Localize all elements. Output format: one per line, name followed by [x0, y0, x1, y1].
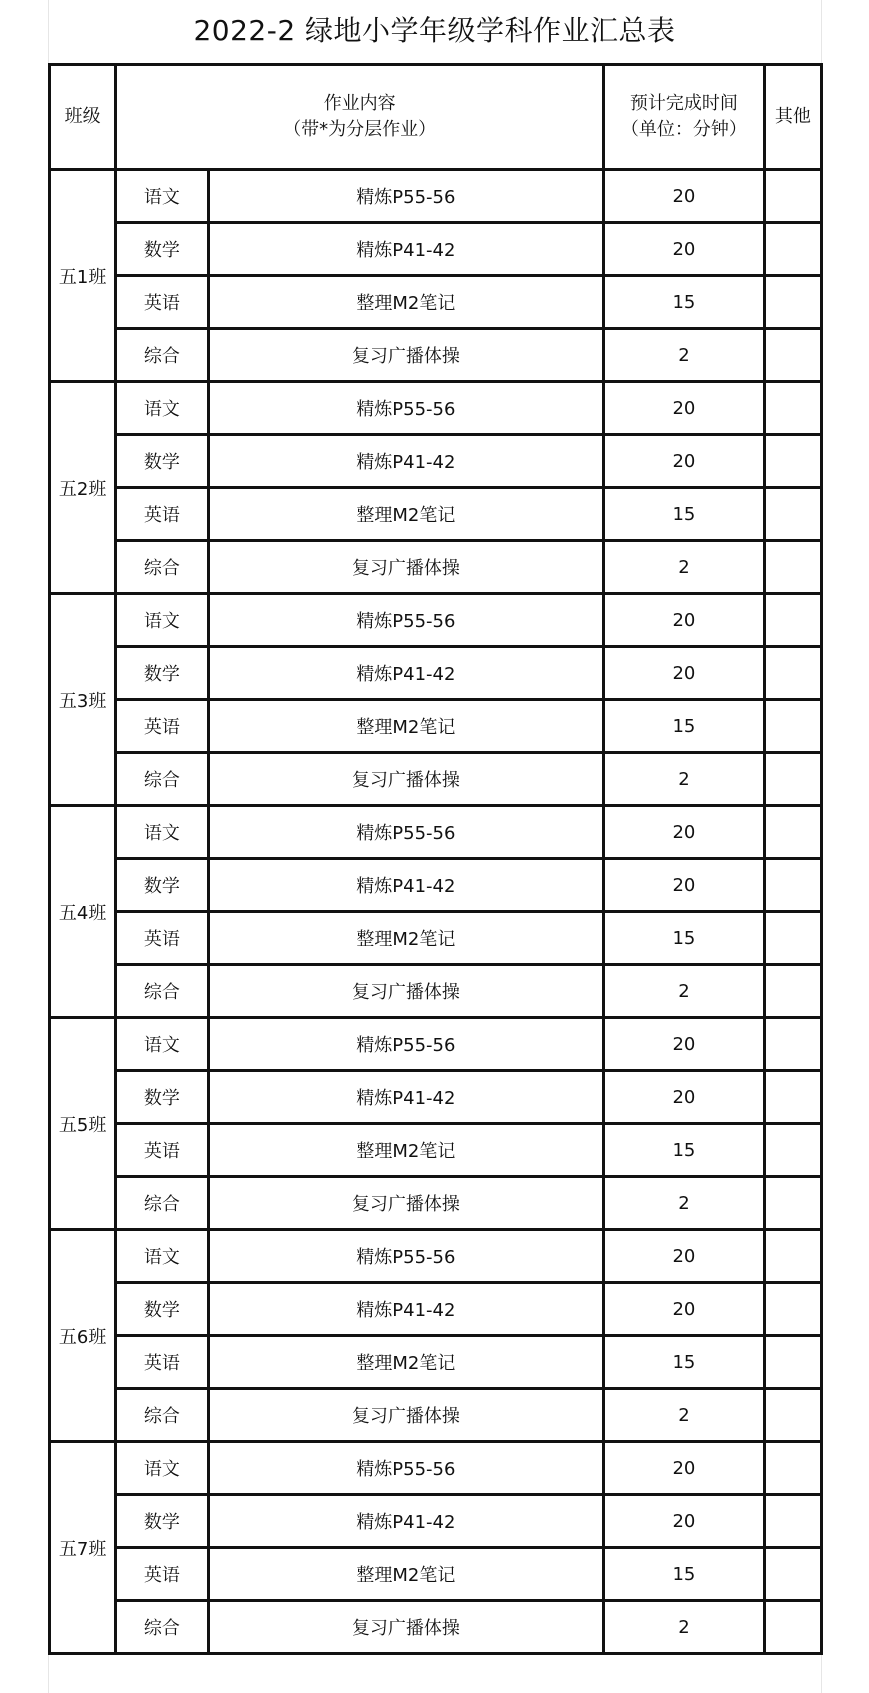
time-cell: 20	[604, 1018, 765, 1071]
task-cell: 复习广播体操	[208, 1177, 604, 1230]
table-row	[50, 753, 822, 806]
header-content-line1: 作业内容	[323, 93, 396, 114]
subject-cell: 综合	[116, 1601, 208, 1654]
task-cell: 整理M2笔记	[208, 700, 604, 753]
subject-cell: 语文	[116, 1230, 208, 1283]
task-cell: 精炼P55-56	[208, 382, 604, 435]
task-cell: 精炼P41-42	[208, 647, 604, 700]
subject-cell: 英语	[116, 1124, 208, 1177]
subject-cell: 数学	[116, 859, 208, 912]
table-row	[50, 859, 822, 912]
task-cell: 精炼P41-42	[208, 435, 604, 488]
task-cell: 精炼P41-42	[208, 1283, 604, 1336]
task-cell: 精炼P55-56	[208, 1018, 604, 1071]
table-row	[50, 223, 822, 276]
class-name-cell: 五3班	[50, 594, 116, 806]
time-cell: 2	[604, 1177, 765, 1230]
table-row	[50, 1495, 822, 1548]
other-cell	[764, 170, 821, 223]
task-cell: 复习广播体操	[208, 965, 604, 1018]
table-row	[50, 912, 822, 965]
class-name-cell: 五1班	[50, 170, 116, 382]
table-row	[50, 1071, 822, 1124]
time-cell: 20	[604, 170, 765, 223]
subject-cell: 数学	[116, 223, 208, 276]
table-row	[50, 700, 822, 753]
task-cell: 精炼P55-56	[208, 1442, 604, 1495]
other-cell	[764, 382, 821, 435]
header-content-line2: （带*为分层作业）	[283, 119, 437, 140]
table-row	[50, 1601, 822, 1654]
other-cell	[764, 1177, 821, 1230]
other-cell	[764, 541, 821, 594]
table-row	[50, 1230, 822, 1283]
class-name-cell: 五2班	[50, 382, 116, 594]
other-cell	[764, 965, 821, 1018]
time-cell: 20	[604, 1495, 765, 1548]
task-cell: 复习广播体操	[208, 1601, 604, 1654]
time-cell: 2	[604, 965, 765, 1018]
subject-cell: 综合	[116, 1389, 208, 1442]
time-cell: 15	[604, 276, 765, 329]
subject-cell: 语文	[116, 806, 208, 859]
table-row	[50, 170, 822, 223]
table-row	[50, 1548, 822, 1601]
table-row	[50, 382, 822, 435]
task-cell: 复习广播体操	[208, 541, 604, 594]
task-cell: 精炼P55-56	[208, 1230, 604, 1283]
table-row	[50, 965, 822, 1018]
other-cell	[764, 700, 821, 753]
subject-cell: 综合	[116, 329, 208, 382]
time-cell: 15	[604, 1124, 765, 1177]
task-cell: 精炼P41-42	[208, 1071, 604, 1124]
time-cell: 15	[604, 912, 765, 965]
other-cell	[764, 1018, 821, 1071]
subject-cell: 综合	[116, 541, 208, 594]
time-cell: 20	[604, 594, 765, 647]
subject-cell: 英语	[116, 1336, 208, 1389]
other-cell	[764, 912, 821, 965]
time-cell: 20	[604, 1283, 765, 1336]
subject-cell: 数学	[116, 1283, 208, 1336]
table-row	[50, 329, 822, 382]
task-cell: 复习广播体操	[208, 753, 604, 806]
other-cell	[764, 223, 821, 276]
other-cell	[764, 647, 821, 700]
class-name-cell: 五7班	[50, 1442, 116, 1654]
table-row	[50, 488, 822, 541]
subject-cell: 综合	[116, 753, 208, 806]
subject-cell: 综合	[116, 1177, 208, 1230]
other-cell	[764, 859, 821, 912]
subject-cell: 数学	[116, 647, 208, 700]
other-cell	[764, 806, 821, 859]
subject-cell: 英语	[116, 276, 208, 329]
task-cell: 精炼P55-56	[208, 170, 604, 223]
table-row	[50, 1336, 822, 1389]
other-cell	[764, 753, 821, 806]
table-body	[50, 170, 822, 1654]
table-row	[50, 1442, 822, 1495]
class-name-cell: 五6班	[50, 1230, 116, 1442]
task-cell: 精炼P41-42	[208, 223, 604, 276]
task-cell: 精炼P55-56	[208, 806, 604, 859]
task-cell: 复习广播体操	[208, 329, 604, 382]
time-cell: 20	[604, 1442, 765, 1495]
task-cell: 整理M2笔记	[208, 1336, 604, 1389]
table-row	[50, 1018, 822, 1071]
subject-cell: 英语	[116, 488, 208, 541]
header-time-line2: （单位：分钟）	[620, 119, 747, 140]
task-cell: 复习广播体操	[208, 1389, 604, 1442]
task-cell: 精炼P41-42	[208, 1495, 604, 1548]
other-cell	[764, 1124, 821, 1177]
header-class: 班级	[50, 65, 116, 170]
task-cell: 整理M2笔记	[208, 1548, 604, 1601]
time-cell: 15	[604, 1336, 765, 1389]
other-cell	[764, 1495, 821, 1548]
table-row	[50, 1283, 822, 1336]
other-cell	[764, 276, 821, 329]
subject-cell: 英语	[116, 700, 208, 753]
subject-cell: 英语	[116, 1548, 208, 1601]
time-cell: 20	[604, 1230, 765, 1283]
subject-cell: 数学	[116, 435, 208, 488]
subject-cell: 英语	[116, 912, 208, 965]
subject-cell: 语文	[116, 594, 208, 647]
homework-table	[48, 63, 823, 1655]
table-row	[50, 1124, 822, 1177]
other-cell	[764, 1230, 821, 1283]
subject-cell: 语文	[116, 1442, 208, 1495]
subject-cell: 语文	[116, 170, 208, 223]
table-row	[50, 806, 822, 859]
time-cell: 20	[604, 382, 765, 435]
subject-cell: 语文	[116, 382, 208, 435]
table-row	[50, 541, 822, 594]
other-cell	[764, 1389, 821, 1442]
other-cell	[764, 1548, 821, 1601]
task-cell: 整理M2笔记	[208, 912, 604, 965]
table-row	[50, 276, 822, 329]
table-row	[50, 647, 822, 700]
time-cell: 20	[604, 859, 765, 912]
time-cell: 20	[604, 1071, 765, 1124]
subject-cell: 数学	[116, 1071, 208, 1124]
table-row	[50, 1389, 822, 1442]
other-cell	[764, 488, 821, 541]
time-cell: 20	[604, 647, 765, 700]
time-cell: 15	[604, 700, 765, 753]
page-title: 2022-2 绿地小学年级学科作业汇总表	[193, 14, 676, 47]
time-cell: 20	[604, 435, 765, 488]
time-cell: 20	[604, 223, 765, 276]
time-cell: 20	[604, 806, 765, 859]
class-name-cell: 五5班	[50, 1018, 116, 1230]
other-cell	[764, 329, 821, 382]
other-cell	[764, 435, 821, 488]
other-cell	[764, 1071, 821, 1124]
subject-cell: 数学	[116, 1495, 208, 1548]
time-cell: 2	[604, 1389, 765, 1442]
time-cell: 2	[604, 1601, 765, 1654]
task-cell: 精炼P55-56	[208, 594, 604, 647]
time-cell: 15	[604, 1548, 765, 1601]
time-cell: 2	[604, 329, 765, 382]
task-cell: 整理M2笔记	[208, 276, 604, 329]
other-cell	[764, 1283, 821, 1336]
table-row	[50, 594, 822, 647]
table-row	[50, 1177, 822, 1230]
time-cell: 15	[604, 488, 765, 541]
task-cell: 整理M2笔记	[208, 1124, 604, 1177]
header-time	[604, 65, 765, 170]
header-time-line1: 预计完成时间	[629, 93, 738, 114]
time-cell: 2	[604, 541, 765, 594]
class-name-cell: 五4班	[50, 806, 116, 1018]
time-cell: 2	[604, 753, 765, 806]
table-header-row	[50, 65, 822, 170]
subject-cell: 综合	[116, 965, 208, 1018]
other-cell	[764, 1336, 821, 1389]
other-cell	[764, 1442, 821, 1495]
subject-cell: 语文	[116, 1018, 208, 1071]
task-cell: 整理M2笔记	[208, 488, 604, 541]
header-other: 其他	[764, 65, 821, 170]
other-cell	[764, 1601, 821, 1654]
other-cell	[764, 594, 821, 647]
table-row	[50, 435, 822, 488]
task-cell: 精炼P41-42	[208, 859, 604, 912]
header-content	[116, 65, 604, 170]
